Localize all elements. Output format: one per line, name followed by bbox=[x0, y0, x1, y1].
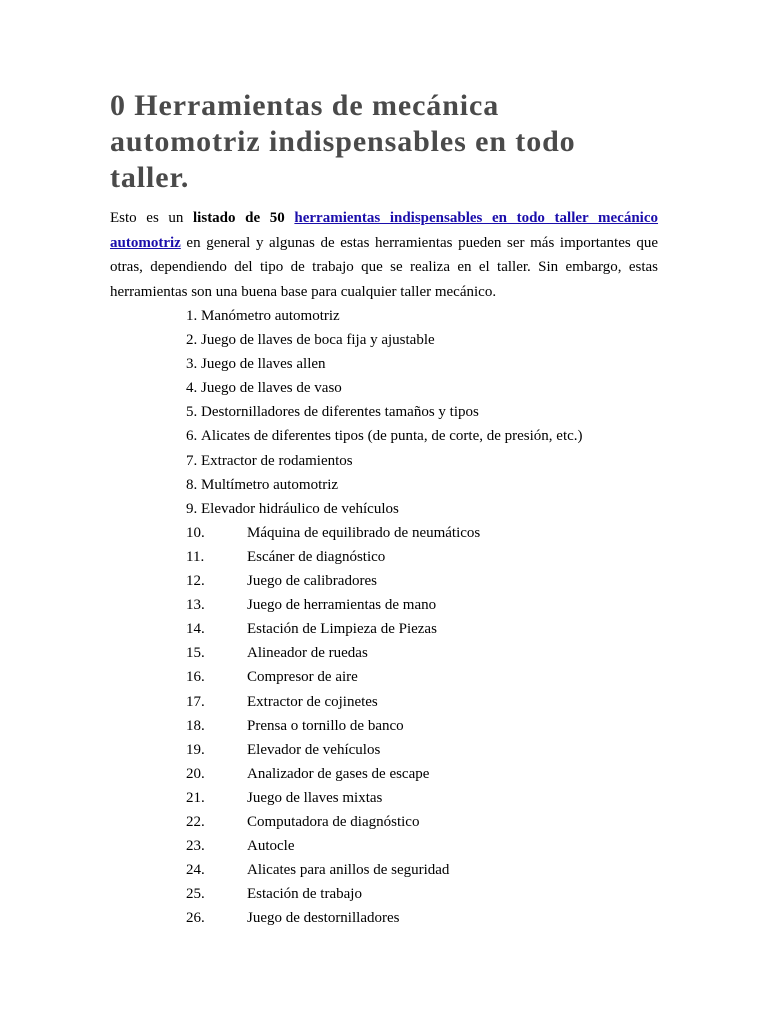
list-item bbox=[110, 424, 658, 448]
list-item bbox=[110, 882, 658, 906]
intro-space bbox=[285, 210, 295, 226]
list-item-text: Juego de llaves de boca fija y ajustable bbox=[201, 332, 435, 349]
list-item-number: 25. bbox=[186, 886, 205, 903]
list-item-number: 13. bbox=[186, 597, 205, 614]
list-item bbox=[110, 762, 658, 786]
list-item-number: 23. bbox=[186, 838, 205, 855]
list-item-text: Juego de llaves allen bbox=[201, 356, 326, 373]
list-item bbox=[110, 473, 658, 497]
list-item-text: Estación de trabajo bbox=[247, 886, 362, 903]
list-item-text: Autocle bbox=[247, 838, 295, 855]
list-item-number: 6. bbox=[186, 428, 198, 445]
list-item-text: Máquina de equilibrado de neumáticos bbox=[247, 524, 481, 541]
list-item bbox=[110, 665, 658, 689]
list-item-number: 9. bbox=[186, 500, 198, 517]
list-item-number: 24. bbox=[186, 862, 205, 879]
list-item-number: 7. bbox=[186, 452, 198, 469]
tools-link[interactable]: herramientas indispensables en todo taller mecánico automotriz bbox=[110, 210, 659, 251]
list-item-text: Analizador de gases de escape bbox=[247, 765, 430, 782]
list-item-text: Escáner de diagnóstico bbox=[247, 548, 386, 565]
list-item bbox=[110, 569, 658, 593]
list-item bbox=[110, 834, 658, 858]
list-item-text: Estación de Limpieza de Piezas bbox=[247, 621, 437, 638]
list-item bbox=[110, 641, 658, 665]
list-item-number: 19. bbox=[186, 741, 205, 758]
list-item bbox=[110, 738, 658, 762]
list-item bbox=[110, 497, 658, 521]
intro-bold-count: listado de 50 bbox=[193, 210, 285, 226]
list-item-number: 2. bbox=[186, 332, 198, 349]
list-item-number: 10. bbox=[186, 524, 205, 541]
list-item-text: Juego de herramientas de mano bbox=[247, 597, 437, 614]
list-item bbox=[110, 400, 658, 424]
list-item-text: Elevador hidráulico de vehículos bbox=[201, 500, 399, 517]
list-item-text: Juego de calibradores bbox=[247, 573, 377, 590]
page-title: 0 Herramientas de mecánica automotriz indispensables en todo taller. bbox=[110, 89, 576, 194]
list-item-text: Extractor de rodamientos bbox=[201, 452, 353, 469]
list-item bbox=[110, 352, 658, 376]
list-item-text: Manómetro automotriz bbox=[201, 308, 340, 324]
list-item-number: 12. bbox=[186, 573, 205, 590]
list-item-text: Multímetro automotriz bbox=[201, 476, 339, 493]
list-item-number: 11. bbox=[186, 548, 205, 565]
list-item-number: 21. bbox=[186, 789, 205, 806]
list-item-number: 26. bbox=[186, 910, 205, 927]
list-item-number: 17. bbox=[186, 693, 205, 710]
list-item-text: Alineador de ruedas bbox=[247, 645, 368, 662]
tool-list bbox=[110, 304, 658, 930]
list-item-text: Juego de destornilladores bbox=[247, 910, 400, 927]
list-item bbox=[110, 521, 658, 545]
intro-paragraph bbox=[110, 206, 658, 304]
list-item bbox=[110, 328, 658, 352]
list-item-number: 8. bbox=[186, 476, 198, 493]
list-item bbox=[110, 690, 658, 714]
list-item bbox=[110, 786, 658, 810]
list-item bbox=[110, 617, 658, 641]
list-item-number: 16. bbox=[186, 669, 205, 686]
list-item-text: Elevador de vehículos bbox=[247, 741, 381, 758]
list-item-number: 14. bbox=[186, 621, 205, 638]
intro-prefix: Esto es un bbox=[110, 210, 194, 226]
list-item bbox=[110, 858, 658, 882]
list-item bbox=[110, 449, 658, 473]
list-item-number: 3. bbox=[186, 356, 198, 373]
list-item-number: 1. bbox=[186, 308, 198, 324]
list-item-text: Computadora de diagnóstico bbox=[247, 813, 420, 830]
list-item-text: Juego de llaves mixtas bbox=[247, 789, 383, 806]
list-item bbox=[110, 810, 658, 834]
list-item bbox=[110, 304, 658, 328]
list-item-text: Prensa o tornillo de banco bbox=[247, 717, 404, 734]
list-item bbox=[110, 593, 658, 617]
list-item-text: Alicates para anillos de seguridad bbox=[247, 862, 450, 879]
list-item-number: 15. bbox=[186, 645, 205, 662]
list-item-text: Juego de llaves de vaso bbox=[201, 380, 342, 397]
list-item bbox=[110, 714, 658, 738]
list-item-number: 18. bbox=[186, 717, 205, 734]
list-item-number: 22. bbox=[186, 813, 205, 830]
list-item bbox=[110, 906, 658, 930]
document-page bbox=[110, 88, 658, 930]
list-item-text: Extractor de cojinetes bbox=[247, 693, 378, 710]
list-item-text: Alicates de diferentes tipos (de punta, de corte, de presión, etc.) bbox=[201, 428, 583, 445]
list-item-number: 5. bbox=[186, 404, 198, 421]
list-item-text: Compresor de aire bbox=[247, 669, 358, 686]
intro-suffix: en general y algunas de estas herramientas pueden ser más importantes que otras, dependiendo del tipo de trabajo que se realiza en el taller. Sin embargo, estas herramientas son una buena base para cualquier taller mecánico. bbox=[110, 234, 658, 300]
list-item-text: Destornilladores de diferentes tamaños y tipos bbox=[201, 404, 479, 421]
list-item-number: 20. bbox=[186, 765, 205, 782]
list-item bbox=[110, 376, 658, 400]
list-item-number: 4. bbox=[186, 380, 198, 397]
list-item bbox=[110, 545, 658, 569]
